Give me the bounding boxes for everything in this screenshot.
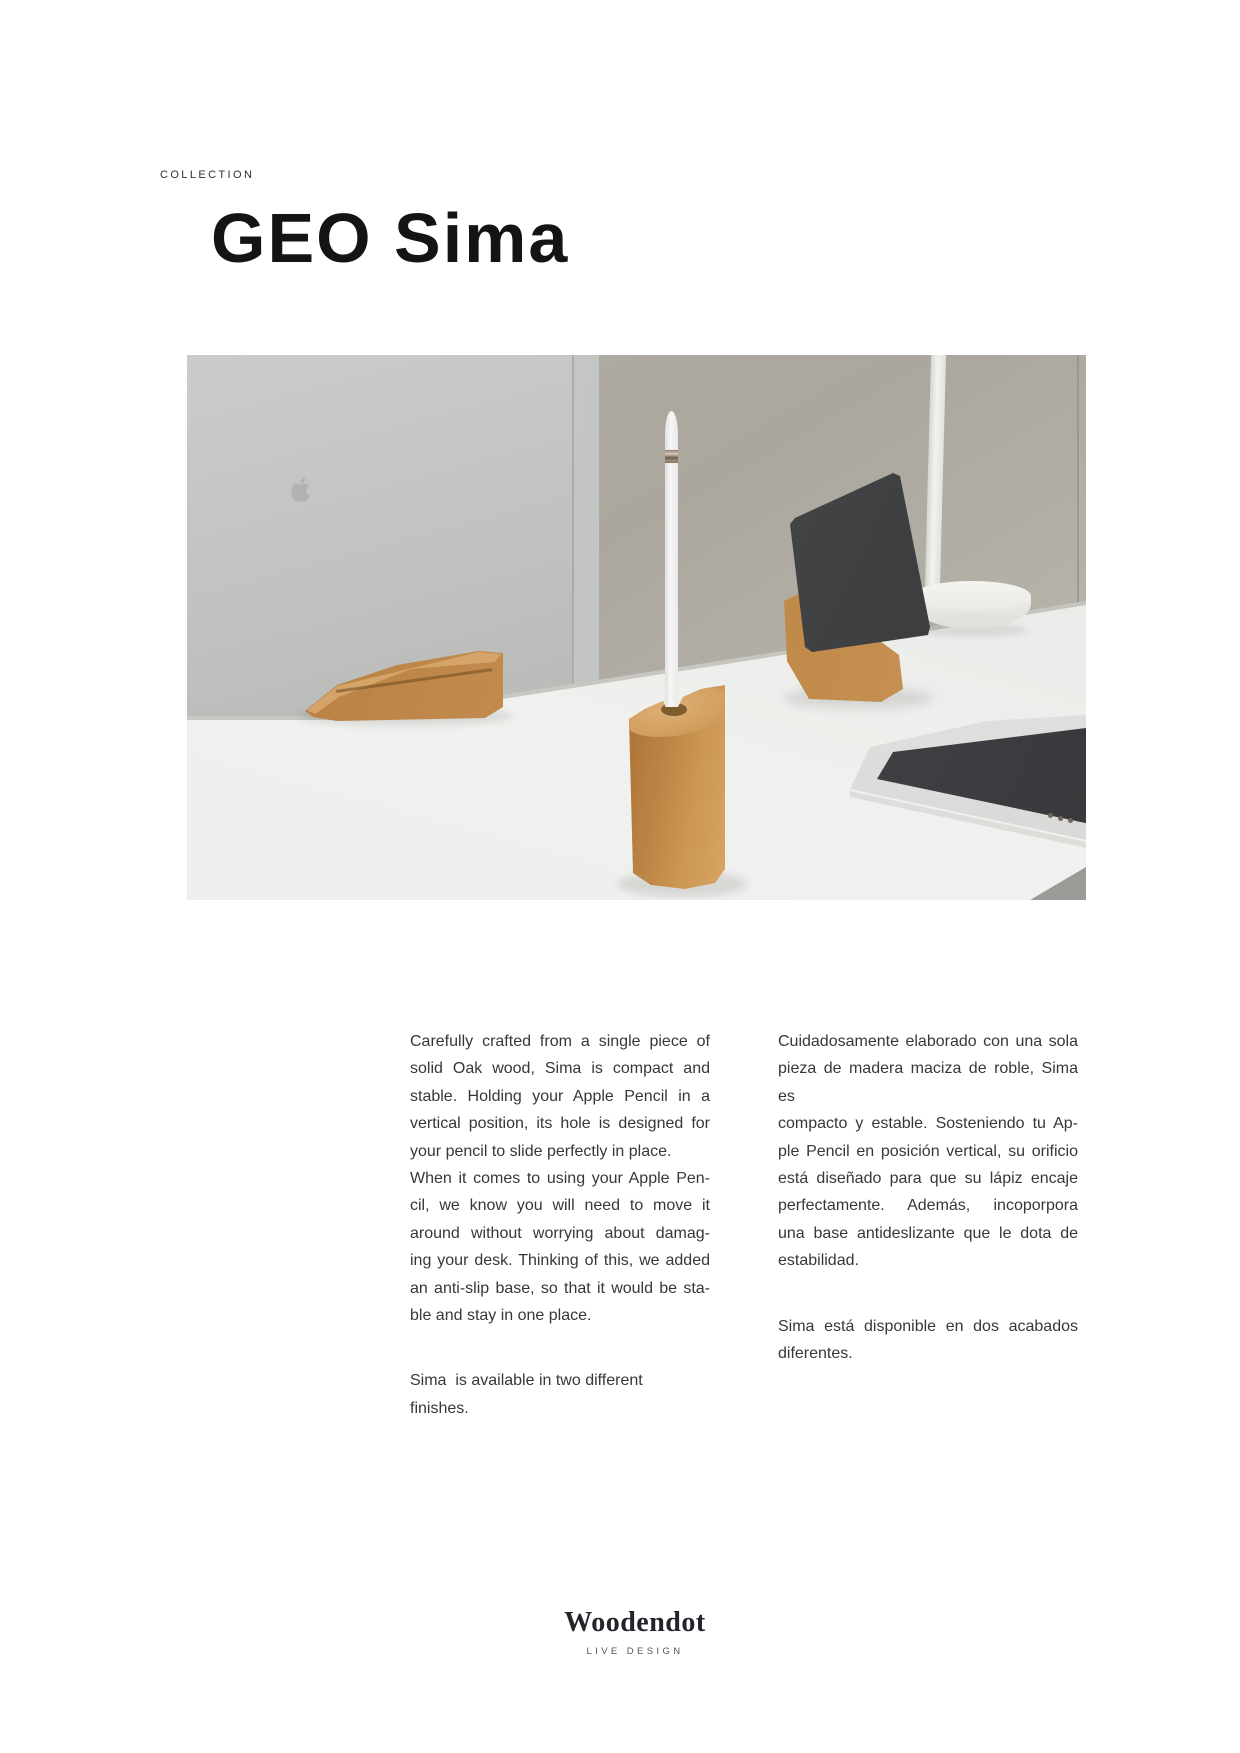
text-line: vertical position, its hole is designed for [410,1115,710,1133]
paragraph [410,1028,710,1329]
text-line: your pencil to slide perfectly in place. [410,1142,672,1160]
text-line: When it comes to using your Apple Pen- [410,1170,710,1188]
text-line: ble and stay in one place. [410,1307,592,1325]
text-line: ple Pencil en posición vertical, su orificio [778,1142,1078,1160]
text-line: compacto y estable. Sosteniendo tu Ap- [778,1115,1078,1133]
paragraph [778,1313,1078,1368]
ipad-button-dot [1058,816,1063,821]
text-line: stable. Holding your Apple Pencil in a [410,1087,710,1105]
text-line: está diseñado para que su lápiz encaje [778,1170,1078,1188]
text-line: ing your desk. Thinking of this, we added [410,1252,710,1270]
lamp-base-top [913,581,1031,611]
text-line: Sima is available in two different [410,1372,643,1390]
text-line: diferentes. [778,1345,853,1363]
text-line: an anti-slip base, so that it would be sta- [410,1279,710,1297]
text-line: cil, we know you will need to move it [410,1197,710,1215]
macbook-lid [187,355,574,717]
text-line: around without worrying about damag- [410,1224,710,1242]
text-line: Cuidadosamente elaborado con una sola [778,1033,1078,1050]
apple-pencil [665,433,678,707]
collection-eyebrow: COLLECTION [160,169,255,181]
ipad-button-dot [1068,818,1073,823]
footer [435,1607,835,1657]
paragraph [778,1028,1083,1275]
apple-pencil-band [665,450,678,463]
woodendot-logo: Woodendot [564,1607,706,1638]
text-line: Carefully crafted from a single piece of [410,1033,710,1050]
text-line: Sima está disponible en dos acabados [778,1317,1078,1335]
page-title: GEO Sima [211,199,570,277]
ipad-button-dot [1048,813,1053,818]
description-english [410,1028,710,1422]
footer-tagline: LIVE DESIGN [586,1646,684,1657]
product-photo [187,355,1086,900]
text-line: finishes. [410,1399,469,1417]
description-spanish [778,1028,1083,1367]
text-line: solid Oak wood, Sima is compact and [410,1060,710,1078]
text-line: una base antideslizante que le dota de [778,1224,1078,1242]
paragraph [410,1367,710,1422]
text-line: estabilidad. [778,1252,859,1270]
text-line: perfectamente. Además, incoporpora [778,1197,1078,1215]
apple-logo-icon [288,475,312,505]
pencil-holder [629,683,725,889]
text-line: pieza de madera maciza de roble, Sima es [778,1060,1083,1105]
wall-corner-shadow [1077,355,1079,603]
